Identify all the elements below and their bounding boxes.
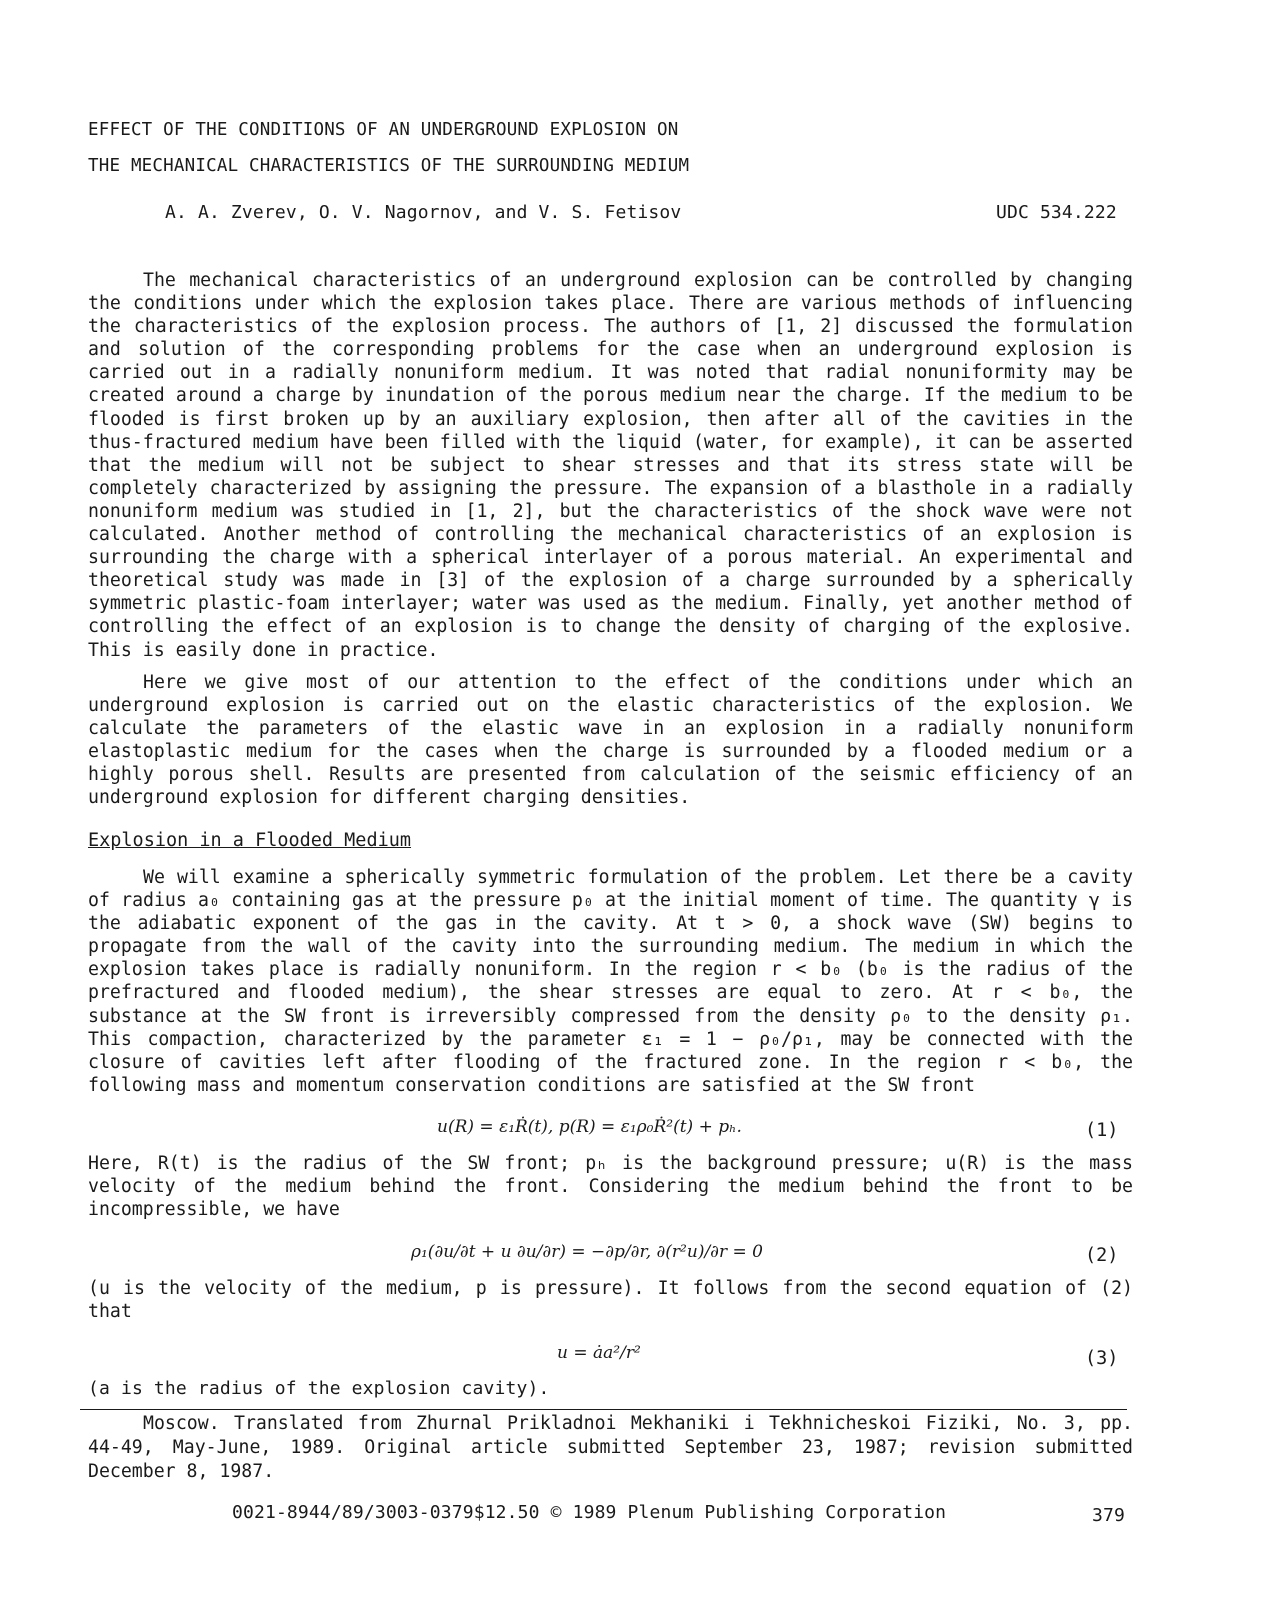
intro-paragraph-2	[88, 671, 1133, 810]
intro-paragraph-1	[88, 269, 1133, 662]
section-heading: Explosion in a Flooded Medium	[88, 830, 412, 851]
title-line-1: EFFECT OF THE CONDITIONS OF AN UNDERGROUND EXPLOSION ON	[88, 120, 679, 140]
section-paragraph-2-text: Here, R(t) is the radius of the SW front; pₕ is the background pressure; u(R) is the mass velocity of the medium behind the front. Considering the medium behind the front to be incompressible, we have	[88, 1153, 1133, 1221]
equation-3: u = ȧa²/r²	[557, 1343, 641, 1363]
footnote	[88, 1412, 1133, 1484]
section-paragraph-4: (a is the radius of the explosion cavity).	[88, 1378, 550, 1399]
equation-3-number: (3)	[1085, 1348, 1119, 1369]
section-paragraph-1-text: We will examine a spherically symmetric formulation of the problem. Let there be a cavity of radius a₀ containing gas at the pressure p₀ at the initial moment of time. The quantity γ is the adiabatic exponent of the gas in the cavity. At t > 0, a shock wave (SW) begins to propagate from the wall of the cavity into the surrounding medium. The medium in which the explosion takes place is radially nonuniform. In the region r < b₀ (b₀ is the radius of the prefractured and flooded medium), the shear stresses are equal to zero. At r < b₀, the substance at the SW front is irreversibly compressed from the density ρ₀ to the density ρ₁. This compaction, characterized by the parameter ε₁ = 1 − ρ₀/ρ₁, may be connected with the closure of cavities left after flooding of the fractured zone. In the region r < b₀, the following mass and momentum conservation conditions are satisfied at the SW front	[88, 867, 1133, 1096]
equation-2: ρ₁(∂u/∂t + u ∂u/∂r) = −∂p/∂r, ∂(r²u)/∂r = 0	[411, 1242, 763, 1262]
equation-1-number: (1)	[1085, 1120, 1119, 1141]
section-paragraph-3-text: (u is the velocity of the medium, p is pressure). It follows from the second equation of (2) that	[88, 1278, 1133, 1323]
copyright-line: 0021-8944/89/3003-0379$12.50 © 1989 Plenum Publishing Corporation	[232, 1502, 947, 1523]
intro-paragraph-2-text: Here we give most of our attention to the effect of the conditions under which an underground explosion is carried out on the elastic characteristics of the explosion. We calculate the parameters of the elastic wave in an explosion in a radially nonuniform elastoplastic medium for the cases when the charge is surrounded by a flooded medium or a highly porous shell. Results are presented from calculation of the seismic efficiency of an underground explosion for different charging densities.	[88, 672, 1133, 809]
udc-code: UDC 534.222	[996, 202, 1117, 223]
section-paragraph-3	[88, 1277, 1133, 1323]
equation-2-number: (2)	[1085, 1245, 1119, 1266]
section-paragraph-1	[88, 866, 1133, 1097]
title-line-2: THE MECHANICAL CHARACTERISTICS OF THE SURROUNDING MEDIUM	[88, 156, 690, 176]
equation-1: u(R) = ε₁Ṙ(t), p(R) = ε₁ρ₀Ṙ²(t) + pₕ.	[437, 1117, 742, 1137]
footnote-text: Moscow. Translated from Zhurnal Prikladnoi Mekhaniki i Tekhnicheskoi Fiziki, No. 3, pp. 44-49, May-June, 1989. Original article submitted September 23, 1987; revision submitted December 8, 1987.	[88, 1413, 1133, 1482]
page-number: 379	[1092, 1505, 1125, 1526]
footnote-rule	[80, 1409, 1127, 1410]
section-paragraph-2	[88, 1152, 1133, 1221]
authors: A. A. Zverev, O. V. Nagornov, and V. S. Fetisov	[165, 202, 682, 223]
intro-paragraph-1-text: The mechanical characteristics of an underground explosion can be controlled by changing the conditions under which the explosion takes place. There are various methods of influencing the characteristics of the explosion process. The authors of [1, 2] discussed the formulation and solution of the corresponding problems for the case when an underground explosion is carried out in a radially nonuniform medium. It was noted that radial nonuniformity may be created around a charge by inundation of the porous medium near the charge. If the medium to be flooded is first broken up by an auxiliary explosion, then after all of the cavities in the thus-fractured medium have been filled with the liquid (water, for example), it can be asserted that the medium will not be subject to shear stresses and that its stress state will be completely characterized by assigning the pressure. The expansion of a blasthole in a radially nonuniform medium was studied in [1, 2], but the characteristics of the shock wave were not calculated. Another method of controlling the mechanical characteristics of an explosion is surrounding the charge with a spherical interlayer of a porous material. An experimental and theoretical study was made in [3] of the explosion of a charge surrounded by a spherically symmetric plastic-foam interlayer; water was used as the medium. Finally, yet another method of controlling the effect of an explosion is to change the density of charging of the explosive. This is easily done in practice.	[88, 270, 1133, 661]
